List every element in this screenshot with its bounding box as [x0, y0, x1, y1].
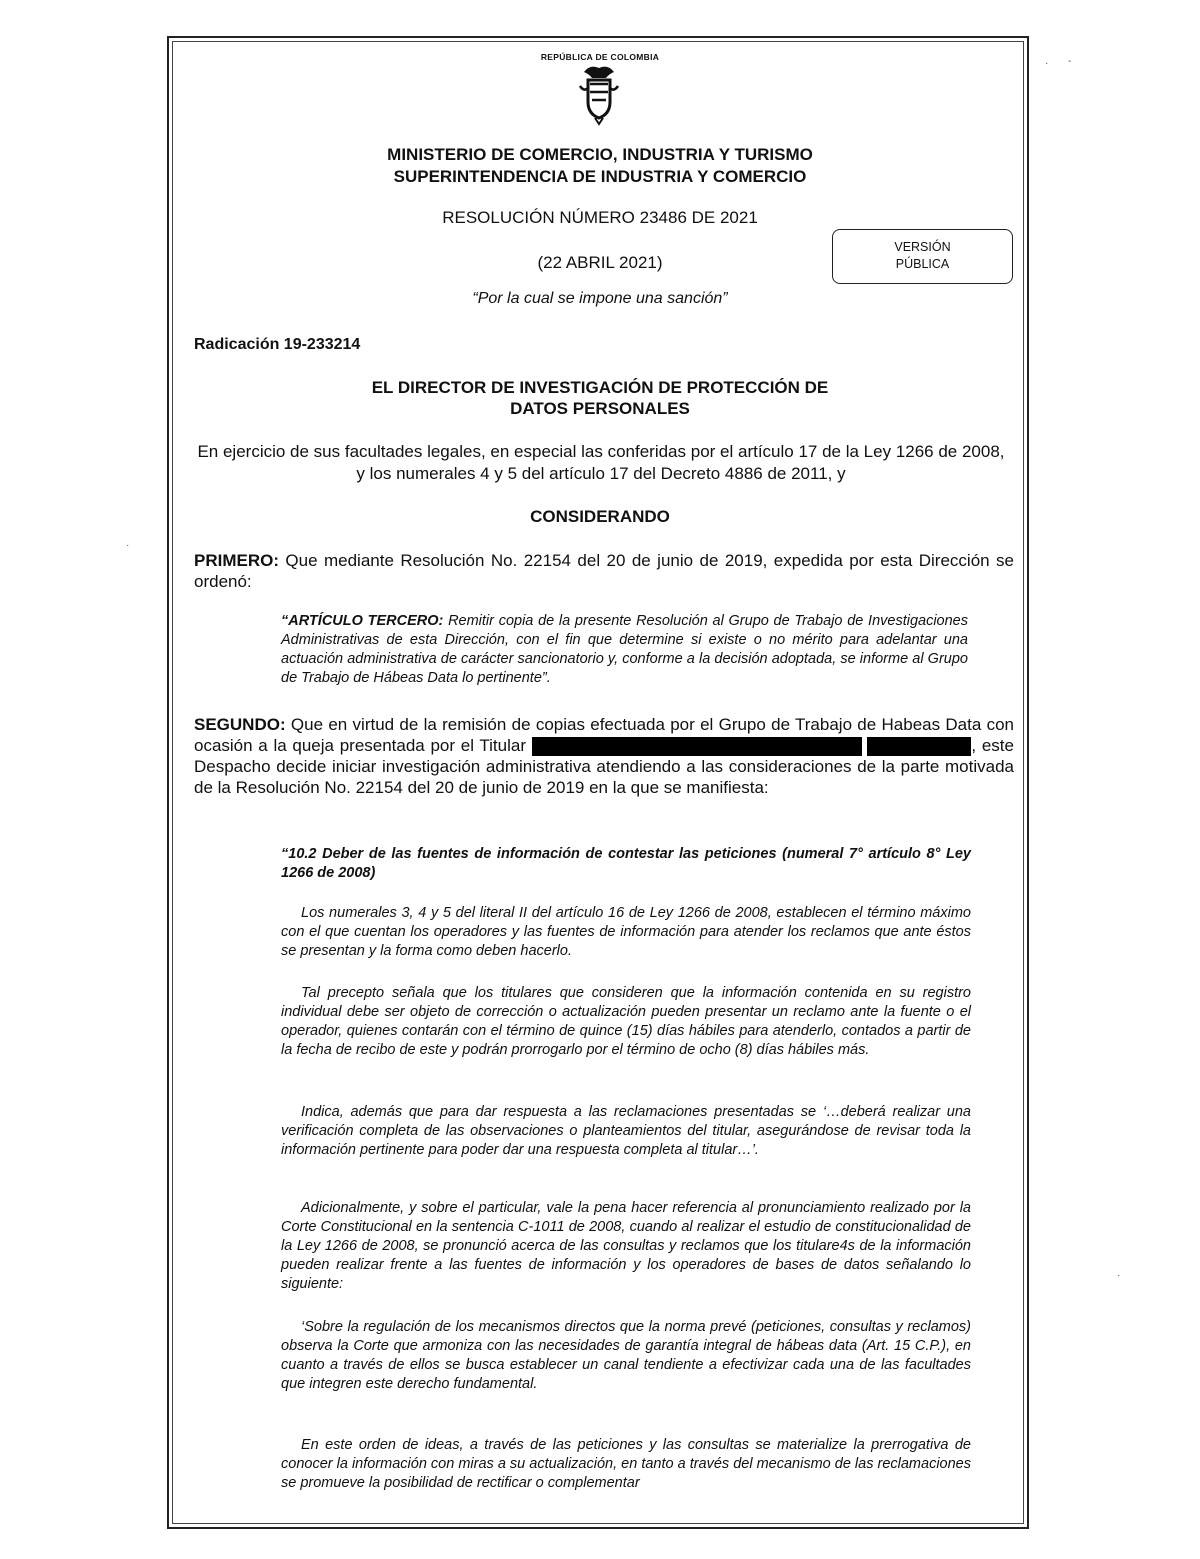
resolution-date: (22 ABRIL 2021): [537, 253, 663, 272]
scan-speck: ·: [1045, 58, 1049, 69]
scan-speck: ·: [1117, 1270, 1121, 1281]
quote-paragraph-4: Adicionalmente, y sobre el particular, vale la pena hacer referencia al pronunciamiento realizado por la Corte Constitucional en la sentencia C-1011 de 2008, cuando al realizar el estudio de constitucionalidad de la Ley 1266 de 2008, se pronunció acerca de las consultas y reclamos que los titulare4s de la información pueden realizar frente a las fuentes de información y los operadores de bases de datos señalando lo siguiente:: [281, 1200, 971, 1292]
quote-paragraph-6: En este orden de ideas, a través de las peticiones y las consultas se materialize la prerrogativa de conocer la información con miras a su actualización, en tanto a través del mecanismo de las reclamaciones se promueve la posibilidad de rectificar o complementar: [281, 1437, 971, 1491]
quote-paragraph-3: Indica, además que para dar respuesta a las reclamaciones presentadas se ‘…deberá realizar una verificación completa de las observaciones o planteamientos del titular, asegurándose de revisar toda la información pertinente para poder dar una respuesta completa al titular…’.: [281, 1104, 971, 1158]
segundo-label: SEGUNDO:: [194, 715, 286, 734]
segundo-text-a: Que en virtud de la remisión de copias efectuada por el Grupo de Trabajo de Habeas Data con ocasión a la queja presentada por el Titular: [194, 715, 1014, 755]
director-title: [0, 377, 1200, 419]
section-heading-quote: “10.2 Deber de las fuentes de información de contestar las peticiones (numeral 7° artículo 8° Ley 1266 de 2008): [281, 846, 971, 881]
public-version-badge: [832, 229, 1013, 284]
filing-number: Radicación 19-233214: [194, 336, 361, 353]
country-header: REPÚBLICA DE COLOMBIA: [540, 52, 660, 62]
primero-label: PRIMERO:: [194, 551, 279, 570]
redaction-block: [867, 737, 971, 756]
director-line-1: EL DIRECTOR DE INVESTIGACIÓN DE PROTECCIÓN DE: [371, 378, 829, 397]
redaction-block: [532, 737, 862, 756]
ministry-title: [0, 144, 1200, 188]
scan-speck: ·: [126, 540, 130, 551]
resolution-subtitle: “Por la cual se impone una sanción”: [472, 290, 728, 307]
article-quote: [281, 612, 968, 688]
segundo-text-b: , este Despacho decide iniciar investigación administrativa atendiendo a las consideraciones de la parte motivada de la Resolución No. 22154 del 20 de junio de 2019 en la que se manifiesta:: [194, 736, 1014, 798]
article-text: Remitir copia de la presente Resolución al Grupo de Trabajo de Investigaciones Administrativas de esta Dirección, con el fin que determine si existe o no mérito para adelantar una actuación administrativa de carácter sancionatorio y, conforme a la decisión adoptada, se informe al Grupo de Trabajo de Hábeas Data lo pertinente”.: [281, 613, 968, 686]
primero-paragraph: [194, 550, 1014, 592]
director-line-2: DATOS PERSONALES: [510, 399, 690, 418]
article-label: “ARTÍCULO TERCERO:: [281, 613, 444, 629]
quote-paragraph-2: Tal precepto señala que los titulares que consideren que la información contenida en su registro individual debe ser objeto de corrección o actualización pueden presentar un reclamo ante la fuente o el operador, quienes contarán con el término de quince (15) días hábiles para atenderlo, contados a partir de la fecha de recibo de este y podrán prorrogarlo por el término de ocho (8) días hábiles más.: [281, 985, 971, 1058]
quote-paragraph-1: Los numerales 3, 4 y 5 del literal II del artículo 16 de Ley 1266 de 2008, establecen el término máximo con el que cuentan los operadores y las fuentes de información para atender los reclamos que ante éstos se presentan y la forma como deben hacerlo.: [281, 905, 971, 959]
ministry-name: MINISTERIO DE COMERCIO, INDUSTRIA Y TURISMO: [387, 145, 813, 164]
segundo-paragraph: [194, 714, 1014, 798]
version-line-1: VERSIÓN: [894, 240, 951, 254]
quote-paragraph-5: ‘Sobre la regulación de los mecanismos directos que la norma prevé (peticiones, consultas y reclamos) observa la Corte que armoniza con las necesidades de garantía integral de hábeas data (Art. 15 C.P.), en cuanto a través de ellos se busca establecer un canal tendiente a efectivizar cada una de las facultades que integren este derecho fundamental.: [281, 1319, 971, 1392]
primero-text: Que mediante Resolución No. 22154 del 20 de junio de 2019, expedida por esta Dirección se ordenó:: [194, 551, 1014, 591]
considerando-heading: CONSIDERANDO: [530, 507, 670, 526]
legal-basis: En ejercicio de sus facultades legales, en especial las conferidas por el artículo 17 de la Ley 1266 de 2008, y los numerales 4 y 5 del artículo 17 del Decreto 4886 de 2011, y: [197, 442, 1005, 483]
resolution-number: RESOLUCIÓN NÚMERO 23486 DE 2021: [442, 208, 758, 227]
scan-speck: -: [1068, 56, 1072, 67]
coat-of-arms-icon: [576, 62, 622, 126]
superintendence-name: SUPERINTENDENCIA DE INDUSTRIA Y COMERCIO: [393, 167, 807, 186]
version-line-2: PÚBLICA: [895, 257, 950, 271]
